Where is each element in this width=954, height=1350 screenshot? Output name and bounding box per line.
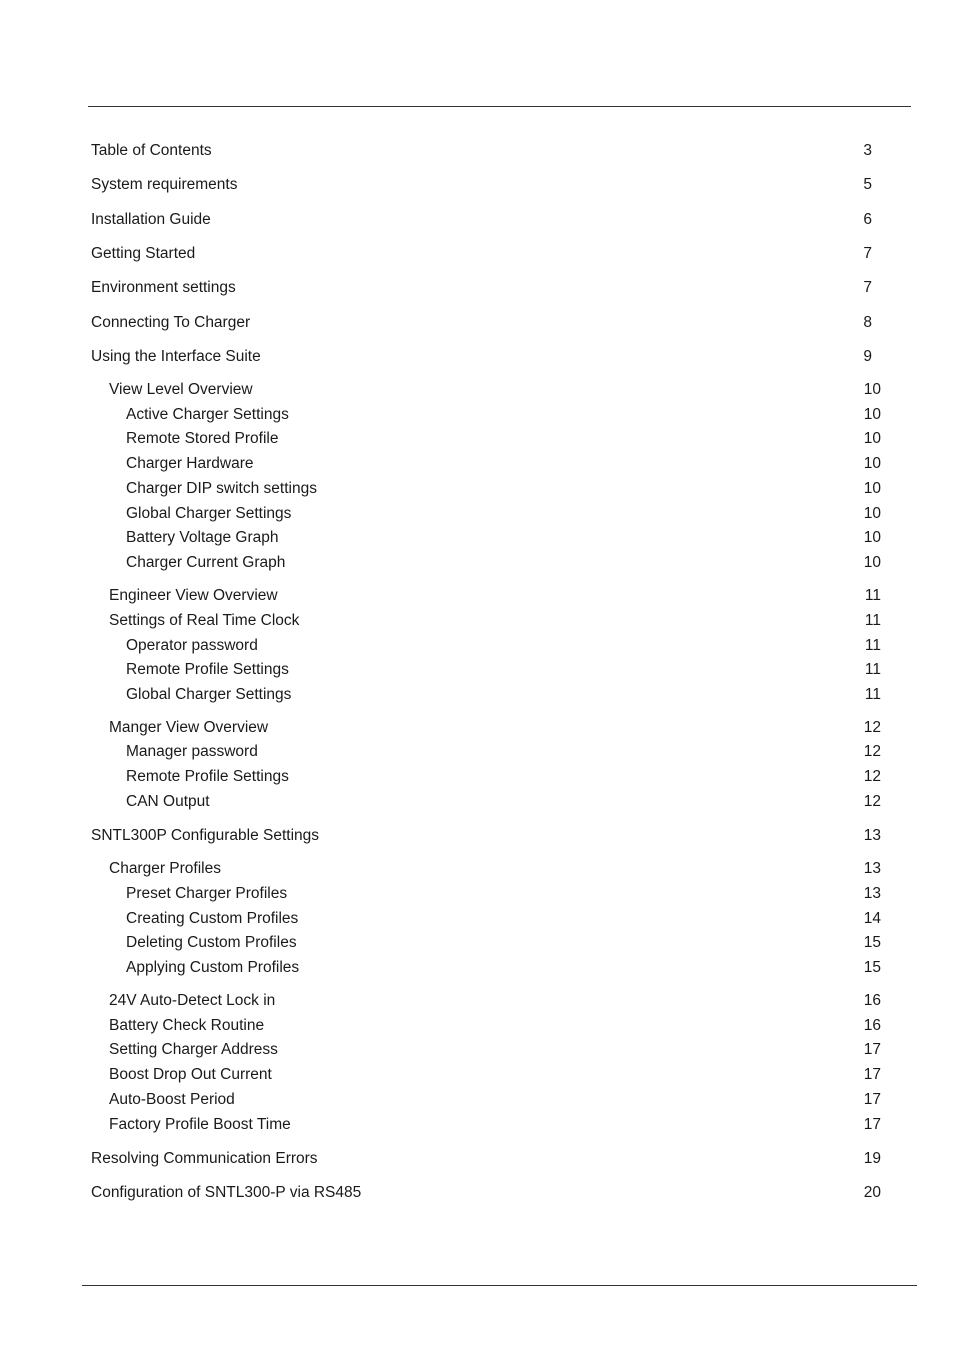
toc-entry[interactable] — [0, 1182, 954, 1204]
toc-entry-page-number: 10 — [863, 480, 881, 497]
toc-entry[interactable] — [0, 1148, 954, 1170]
footer-rule — [82, 1285, 917, 1286]
toc-entry[interactable] — [0, 932, 954, 954]
toc-entry-page-number: 9 — [863, 348, 872, 365]
toc-entry-page-number: 13 — [863, 860, 881, 877]
toc-entry-title: Remote Profile Settings — [126, 768, 289, 785]
toc-entry[interactable] — [0, 717, 954, 739]
toc-entry-title: Deleting Custom Profiles — [126, 934, 297, 951]
toc-entry-title: Manger View Overview — [109, 719, 269, 736]
toc-entry[interactable] — [0, 277, 954, 299]
toc-entry-page-number: 16 — [863, 992, 881, 1009]
toc-entry[interactable] — [0, 610, 954, 632]
toc-entry-page-number: 15 — [863, 959, 881, 976]
toc-entry-title: Charger Hardware — [126, 455, 254, 472]
toc-entry[interactable] — [0, 140, 954, 162]
toc-entry-page-number: 11 — [864, 637, 881, 654]
toc-entry[interactable] — [0, 684, 954, 706]
toc-entry-page-number: 17 — [863, 1066, 881, 1083]
toc-entry-page-number: 14 — [863, 910, 881, 927]
toc-entry[interactable] — [0, 858, 954, 880]
toc-entry-title: Battery Check Routine — [109, 1017, 265, 1034]
toc-entry-title: Charger DIP switch settings — [126, 480, 317, 497]
toc-entry[interactable] — [0, 957, 954, 979]
toc-entry-title: View Level Overview — [109, 381, 253, 398]
toc-entry[interactable] — [0, 478, 954, 500]
toc-entry-title: Resolving Communication Errors — [91, 1150, 318, 1167]
toc-entry-title: Remote Stored Profile — [126, 430, 279, 447]
toc-entry-title: Global Charger Settings — [126, 686, 292, 703]
toc-entry[interactable] — [0, 552, 954, 574]
toc-entry-page-number: 11 — [864, 686, 881, 703]
toc-entry-page-number: 11 — [864, 661, 881, 678]
toc-entry-page-number: 17 — [863, 1116, 881, 1133]
toc-entry[interactable] — [0, 1039, 954, 1061]
toc-entry-title: Preset Charger Profiles — [126, 885, 288, 902]
toc-entry-page-number: 10 — [863, 505, 881, 522]
toc-entry[interactable] — [0, 990, 954, 1012]
toc-entry-title: SNTL300P Configurable Settings — [91, 827, 320, 844]
toc-entry-page-number: 17 — [863, 1091, 881, 1108]
toc-entry-title: Operator password — [126, 637, 258, 654]
toc-entry[interactable] — [0, 791, 954, 813]
toc-entry-title: Factory Profile Boost Time — [109, 1116, 291, 1133]
toc-entry-title: System requirements — [91, 176, 238, 193]
toc-entry-title: Setting Charger Address — [109, 1041, 278, 1058]
toc-entry-title: CAN Output — [126, 793, 210, 810]
toc-entry-page-number: 7 — [863, 245, 872, 262]
toc-entry-title: Environment settings — [91, 279, 236, 296]
toc-entry-page-number: 7 — [863, 279, 872, 296]
toc-entry-page-number: 8 — [863, 314, 872, 331]
toc-entry-page-number: 10 — [863, 430, 881, 447]
toc-entry[interactable] — [0, 379, 954, 401]
toc-entry-page-number: 10 — [863, 381, 881, 398]
toc-entry[interactable] — [0, 1114, 954, 1136]
toc-entry-page-number: 17 — [863, 1041, 881, 1058]
toc-entry-page-number: 20 — [863, 1184, 881, 1201]
toc-entry-page-number: 10 — [863, 455, 881, 472]
toc-entry[interactable] — [0, 585, 954, 607]
toc-entry-title: Active Charger Settings — [126, 406, 289, 423]
toc-entry-title: Remote Profile Settings — [126, 661, 289, 678]
toc-entry-page-number: 11 — [864, 612, 881, 629]
toc-entry-title: Manager password — [126, 743, 258, 760]
toc-entry[interactable] — [0, 1015, 954, 1037]
toc-entry[interactable] — [0, 503, 954, 525]
toc-entry-title: Installation Guide — [91, 211, 211, 228]
toc-entry-page-number: 5 — [863, 176, 872, 193]
toc-entry[interactable] — [0, 883, 954, 905]
toc-entry-title: Creating Custom Profiles — [126, 910, 299, 927]
toc-entry[interactable] — [0, 635, 954, 657]
toc-entry-page-number: 10 — [863, 406, 881, 423]
toc-entry-title: Boost Drop Out Current — [109, 1066, 272, 1083]
toc-entry-title: Getting Started — [91, 245, 196, 262]
toc-entry[interactable] — [0, 741, 954, 763]
toc-entry-page-number: 19 — [863, 1150, 881, 1167]
toc-entry-page-number: 10 — [863, 554, 881, 571]
toc-entry[interactable] — [0, 527, 954, 549]
toc-entry-title: Using the Interface Suite — [91, 348, 261, 365]
toc-entry[interactable] — [0, 209, 954, 231]
toc-entry[interactable] — [0, 1089, 954, 1111]
toc-entry[interactable] — [0, 312, 954, 334]
toc-entry-title: 24V Auto-Detect Lock in — [109, 992, 276, 1009]
toc-entry-page-number: 13 — [863, 827, 881, 844]
toc-entry-page-number: 15 — [863, 934, 881, 951]
toc-entry[interactable] — [0, 243, 954, 265]
toc-entry-page-number: 12 — [863, 793, 881, 810]
toc-entry-page-number: 10 — [863, 529, 881, 546]
toc-entry[interactable] — [0, 453, 954, 475]
toc-entry-title: Configuration of SNTL300-P via RS485 — [91, 1184, 362, 1201]
toc-entry-page-number: 12 — [863, 743, 881, 760]
toc-entry-title: Charger Profiles — [109, 860, 221, 877]
toc-entry-title: Charger Current Graph — [126, 554, 286, 571]
toc-entry-page-number: 16 — [863, 1017, 881, 1034]
toc-entry-page-number: 11 — [864, 587, 881, 604]
toc-entry-title: Applying Custom Profiles — [126, 959, 300, 976]
toc-entry[interactable] — [0, 908, 954, 930]
toc-entry-title: Global Charger Settings — [126, 505, 292, 522]
toc-entry-page-number: 6 — [863, 211, 872, 228]
toc-entry[interactable] — [0, 428, 954, 450]
toc-entry-title: Auto-Boost Period — [109, 1091, 235, 1108]
toc-entry[interactable] — [0, 659, 954, 681]
toc-entry-title: Connecting To Charger — [91, 314, 251, 331]
toc-entry[interactable] — [0, 766, 954, 788]
toc-entry[interactable] — [0, 174, 954, 196]
toc-entry-title: Engineer View Overview — [109, 587, 278, 604]
toc-entry-title: Table of Contents — [91, 142, 212, 159]
toc-entry-page-number: 13 — [863, 885, 881, 902]
toc-entry-title: Settings of Real Time Clock — [109, 612, 300, 629]
toc-entry[interactable] — [0, 404, 954, 426]
toc-entry[interactable] — [0, 825, 954, 847]
toc-entry[interactable] — [0, 346, 954, 368]
toc-entry-page-number: 3 — [863, 142, 872, 159]
toc-entry-page-number: 12 — [863, 768, 881, 785]
toc-entry-page-number: 12 — [863, 719, 881, 736]
toc-entry[interactable] — [0, 1064, 954, 1086]
toc-entry-title: Battery Voltage Graph — [126, 529, 279, 546]
